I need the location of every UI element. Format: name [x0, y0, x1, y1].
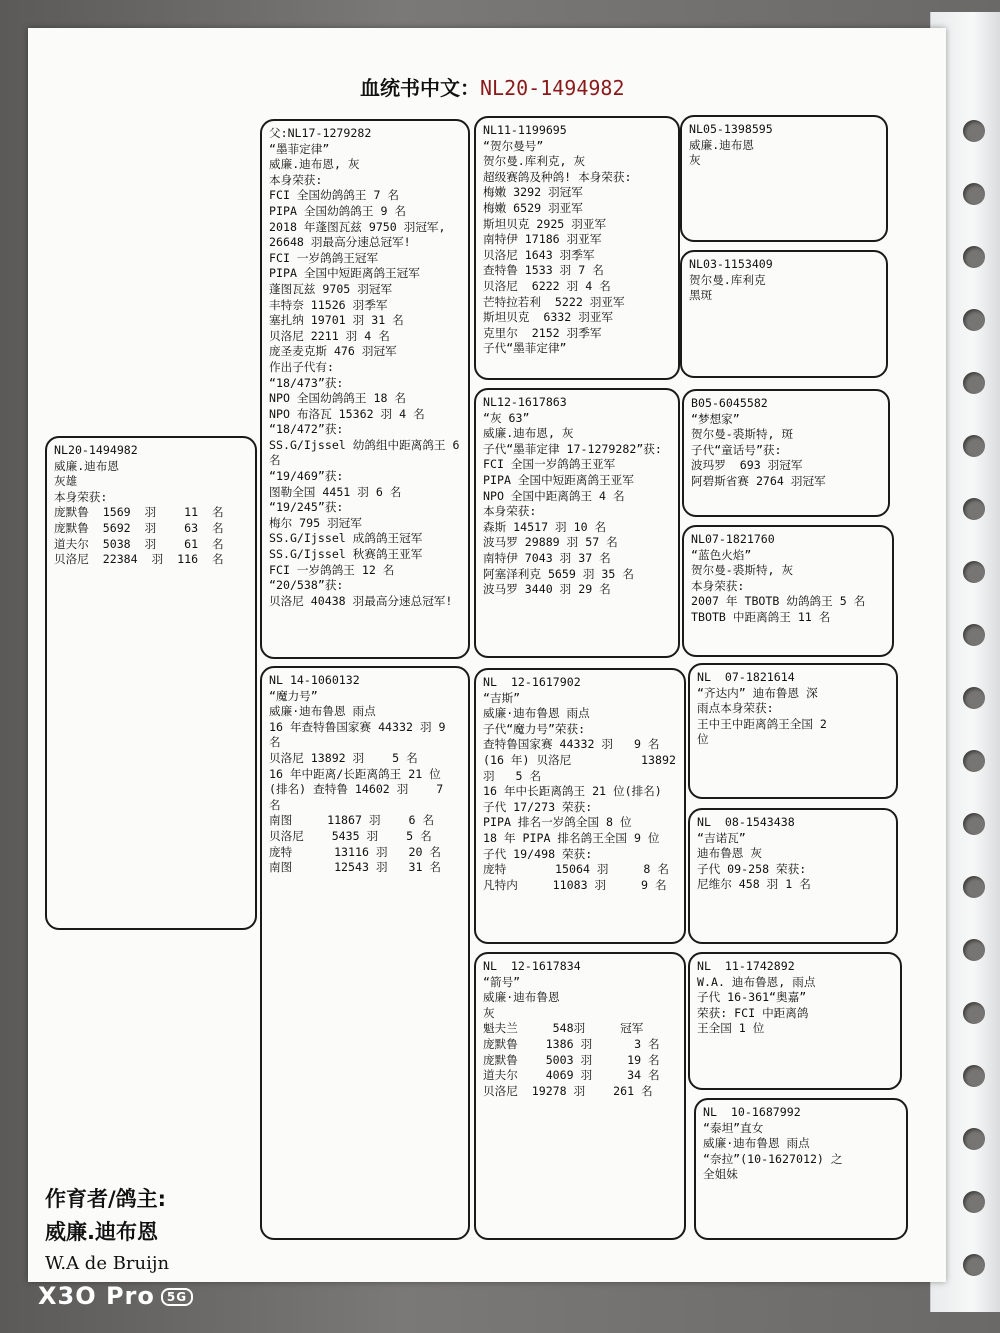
- pedigree-line: 阿塞泽利克 5659 羽 35 名: [483, 566, 634, 581]
- pedigree-line: 图勒全国 4451 羽 6 名: [269, 484, 402, 499]
- pedigree-box-dam-sire-sire: [688, 663, 898, 799]
- pedigree-line: 克里尔 2152 羽季军: [483, 325, 602, 340]
- pedigree-line: NPO 全国幼鸽鸽王 18 名: [269, 391, 406, 406]
- binder-hole: [963, 246, 985, 268]
- binder-hole: [963, 1254, 985, 1276]
- pedigree-line: 森斯 14517 羽 10 名: [483, 519, 607, 534]
- pedigree-line: PIPA 全国中短距离鸽王冠军: [269, 266, 420, 281]
- pedigree-line: 16 年查特鲁国家赛 44332 羽 9: [269, 719, 446, 734]
- pedigree-line: “吉诺瓦”: [697, 830, 746, 845]
- pedigree-line: W.A. 迪布鲁恩, 雨点: [697, 974, 816, 989]
- pedigree-line: 庞圣麦克斯 476 羽冠军: [269, 344, 397, 359]
- pedigree-line: “灰 63”: [483, 410, 530, 425]
- pedigree-line: 黑斑: [689, 288, 713, 303]
- pedigree-line: “18/473”获:: [269, 375, 344, 390]
- binder-hole: [963, 687, 985, 709]
- pedigree-line: 贝洛尼 19278 羽 261 名: [483, 1083, 653, 1098]
- pedigree-line: 查特鲁国家赛 44332 羽 9 名: [483, 737, 660, 752]
- pedigree-line: 丰特奈 11526 羽季军: [269, 297, 388, 312]
- pedigree-line: 18 年 PIPA 排名鸽王全国 9 位: [483, 830, 660, 845]
- pedigree-line: 威廉·迪布鲁恩 雨点: [703, 1136, 810, 1151]
- pedigree-line: PIPA 全国幼鸽鸽王 9 名: [269, 203, 406, 218]
- pedigree-line: 羽 5 名: [483, 768, 542, 783]
- pedigree-line: 威廉.迪布恩: [689, 137, 754, 152]
- pedigree-line: “贺尔曼号”: [483, 138, 544, 153]
- pedigree-line: 贝洛尼 6222 羽 4 名: [483, 278, 611, 293]
- pedigree-box-dam-dam-dam: [694, 1098, 908, 1240]
- pedigree-line: 塞扎纳 19701 羽 31 名: [269, 313, 404, 328]
- pedigree-line: PIPA 全国中短距离鸽王亚军: [483, 472, 634, 487]
- pedigree-line: 威廉·迪布鲁恩 雨点: [483, 706, 590, 721]
- pedigree-line: NL 11-1742892: [697, 959, 795, 973]
- pedigree-line: 梅嫩 3292 羽冠军: [483, 185, 583, 200]
- pedigree-line: 灰雄: [54, 474, 78, 489]
- pedigree-line: 梅尔 795 羽冠军: [269, 515, 362, 530]
- breeder-label: 作育者/鸽主:: [45, 1187, 167, 1211]
- breeder-block: [45, 1183, 169, 1279]
- pedigree-line: 全姐妹: [703, 1167, 738, 1182]
- pedigree-line: 庞特 13116 羽 20 名: [269, 844, 442, 859]
- pedigree-line: 庞默鲁 1569 羽 11 名: [54, 505, 224, 520]
- pedigree-line: “蓝色火焰”: [691, 547, 752, 562]
- pedigree-line: NL 12-1617902: [483, 675, 581, 689]
- pedigree-line: 阿碧斯省赛 2764 羽冠军: [691, 473, 826, 488]
- pedigree-line: 威廉.迪布恩: [54, 458, 119, 473]
- watermark-brand: X3O Pro: [38, 1282, 155, 1310]
- pedigree-line: 威廉.迪布恩, 灰: [269, 157, 360, 172]
- pedigree-line: 贺尔曼-裘斯特, 灰: [691, 563, 794, 578]
- pedigree-line: 贝洛尼 40438 羽最高分速总冠军!: [269, 593, 453, 608]
- pedigree-line: 子代“墨菲定律 17-1279282”获:: [483, 441, 662, 456]
- pedigree-line: 梅嫩 6529 羽亚军: [483, 200, 583, 215]
- pedigree-line: 南特伊 7043 羽 37 名: [483, 550, 611, 565]
- pedigree-line: 南图 12543 羽 31 名: [269, 860, 442, 875]
- pedigree-line: 子代“童话号”获:: [691, 442, 782, 457]
- breeder-name-en: W.A de Bruijn: [45, 1253, 170, 1274]
- pedigree-line: SS.G/Ijssel 秋赛鸽王亚军: [269, 547, 423, 562]
- title-ring-number: NL20-1494982: [480, 76, 625, 100]
- binder-hole: [963, 435, 985, 457]
- pedigree-line: “20/538”获:: [269, 578, 344, 593]
- pedigree-line: 超级赛鸽及种鸽! 本身荣获:: [483, 169, 632, 184]
- pedigree-box-dam-sire: [474, 668, 686, 944]
- pedigree-line: 16 年中距离/长距离鸽王 21 位: [269, 766, 441, 781]
- pedigree-line: 南特伊 17186 羽亚军: [483, 232, 602, 247]
- binder-hole: [963, 498, 985, 520]
- pedigree-line: NL12-1617863: [483, 395, 567, 409]
- pedigree-box-dam-sire-dam: [688, 808, 898, 944]
- pedigree-line: 荣获: FCI 中距离鸽: [697, 1005, 809, 1020]
- pedigree-line: 贺尔曼.库利克, 灰: [483, 154, 586, 169]
- pedigree-line: 波马罗 3440 羽 29 名: [483, 582, 611, 597]
- pedigree-line: 26648 羽最高分速总冠军!: [269, 235, 411, 250]
- binder-hole: [963, 624, 985, 646]
- pedigree-line: 威廉·迪布鲁恩: [483, 990, 560, 1005]
- pedigree-line: “奈拉”(10-1627012) 之: [703, 1151, 843, 1166]
- page-title: [360, 72, 625, 101]
- pedigree-line: FCI 一岁鸽鸽王 12 名: [269, 562, 395, 577]
- pedigree-line: 庞默鲁 1386 羽 3 名: [483, 1036, 660, 1051]
- pedigree-line: 贝洛尼 5435 羽 5 名: [269, 828, 432, 843]
- pedigree-line: FCI 一岁鸽鸽王冠军: [269, 250, 379, 265]
- pedigree-box-sire-sire-sire: [680, 115, 888, 242]
- pedigree-line: NPO 全国中距离鸽王 4 名: [483, 488, 625, 503]
- pedigree-line: “魔力号”: [269, 688, 318, 703]
- pedigree-line: “泰坦”直女: [703, 1120, 764, 1135]
- pedigree-box-dam-dam-sire: [688, 952, 902, 1090]
- pedigree-line: 王中王中距离鸽王全国 2: [697, 716, 827, 731]
- pedigree-line: 南图 11867 羽 6 名: [269, 813, 435, 828]
- binder-hole: [963, 372, 985, 394]
- pedigree-line: 威廉·迪布鲁恩 雨点: [269, 704, 376, 719]
- pedigree-line: 本身荣获:: [54, 489, 108, 504]
- pedigree-line: “墨菲定律”: [269, 141, 330, 156]
- binder-hole: [963, 1191, 985, 1213]
- binder-hole: [963, 939, 985, 961]
- pedigree-line: 子代 19/498 荣获:: [483, 846, 593, 861]
- binder-hole: [963, 183, 985, 205]
- pedigree-line: 本身荣获:: [269, 172, 323, 187]
- pedigree-line: “齐达内” 迪布鲁恩 深: [697, 685, 818, 700]
- pedigree-line: 位: [697, 732, 709, 747]
- binder-hole: [963, 561, 985, 583]
- pedigree-line: SS.G/Ijssel 成鸽鸽王冠军: [269, 531, 423, 546]
- pedigree-line: 子代 17/273 荣获:: [483, 799, 593, 814]
- pedigree-line: NL 08-1543438: [697, 815, 795, 829]
- pedigree-line: 凡特内 11083 羽 9 名: [483, 877, 667, 892]
- pedigree-box-dam-dam: [474, 952, 686, 1240]
- pedigree-line: FCI 全国一岁鸽鸽王亚军: [483, 457, 616, 472]
- pedigree-line: 庞默鲁 5003 羽 19 名: [483, 1052, 660, 1067]
- pedigree-line: 查特鲁 1533 羽 7 名: [483, 263, 604, 278]
- pedigree-line: 2018 年蓬图瓦兹 9750 羽冠军,: [269, 219, 446, 234]
- binder-hole: [963, 750, 985, 772]
- pedigree-line: 道夫尔 5038 羽 61 名: [54, 536, 224, 551]
- pedigree-line: 波马罗 29889 羽 57 名: [483, 535, 618, 550]
- pedigree-line: 子代 09-258 荣获:: [697, 861, 807, 876]
- pedigree-line: 子代“墨菲定律”: [483, 341, 567, 356]
- pedigree-box-subject: [45, 436, 257, 930]
- pedigree-line: “19/469”获:: [269, 469, 344, 484]
- pedigree-line: 魁夫兰 548羽 冠军: [483, 1021, 644, 1036]
- pedigree-line: 道夫尔 4069 羽 34 名: [483, 1068, 660, 1083]
- binder-hole: [963, 1128, 985, 1150]
- pedigree-line: 2007 年 TBOTB 幼鸽鸽王 5 名: [691, 594, 866, 609]
- pedigree-line: 蓬图瓦兹 9705 羽冠军: [269, 281, 393, 296]
- pedigree-line: 名: [269, 453, 281, 468]
- pedigree-line: 庞默鲁 5692 羽 63 名: [54, 520, 224, 535]
- pedigree-line: 王全国 1 位: [697, 1021, 765, 1036]
- pedigree-line: NL03-1153409: [689, 257, 773, 271]
- pedigree-line: 尼维尔 458 羽 1 名: [697, 877, 811, 892]
- breeder-name-cn: 威廉.迪布恩: [45, 1220, 158, 1244]
- pedigree-line: 本身荣获:: [483, 504, 537, 519]
- pedigree-line: 芒特拉若利 5222 羽亚军: [483, 294, 625, 309]
- pedigree-line: “18/472”获:: [269, 422, 344, 437]
- pedigree-line: 威廉.迪布恩, 灰: [483, 426, 574, 441]
- pedigree-line: NL20-1494982: [54, 443, 138, 457]
- pedigree-line: 贝洛尼 2211 羽 4 名: [269, 328, 390, 343]
- pedigree-box-dam: [260, 666, 470, 1240]
- pedigree-line: 雨点本身荣获:: [697, 701, 774, 716]
- pedigree-line: 贝洛尼 13892 羽 5 名: [269, 750, 418, 765]
- pedigree-line: NL11-1199695: [483, 123, 567, 137]
- pedigree-line: B05-6045582: [691, 396, 768, 410]
- pedigree-box-sire-sire: [474, 116, 680, 380]
- camera-watermark: [38, 1282, 193, 1310]
- pedigree-line: “19/245”获:: [269, 500, 344, 515]
- pedigree-line: 贝洛尼 22384 羽 116 名: [54, 552, 224, 567]
- pedigree-line: NPO 布洛瓦 15362 羽 4 名: [269, 406, 425, 421]
- pedigree-line: 子代“魔力号”荣获:: [483, 721, 586, 736]
- pedigree-line: PIPA 排名一岁鸽全国 8 位: [483, 815, 632, 830]
- pedigree-line: SS.G/Ijssel 幼鸽组中距离鸽王 6: [269, 437, 460, 452]
- pedigree-line: NL05-1398595: [689, 122, 773, 136]
- pedigree-line: 波玛罗 693 羽冠军: [691, 458, 803, 473]
- pedigree-box-sire: [260, 119, 470, 659]
- pedigree-line: (16 年) 贝洛尼 13892: [483, 752, 676, 767]
- pedigree-box-sire-sire-dam: [680, 250, 888, 378]
- pedigree-line: 庞特 15064 羽 8 名: [483, 862, 669, 877]
- title-label: 血统书中文：: [360, 76, 480, 100]
- binder-hole: [963, 876, 985, 898]
- watermark-5g-badge: 5G: [161, 1288, 193, 1306]
- binder-hole: [963, 309, 985, 331]
- binder-hole: [963, 1065, 985, 1087]
- pedigree-line: 本身荣获:: [691, 578, 745, 593]
- pedigree-line: NL07-1821760: [691, 532, 775, 546]
- binder-hole: [963, 813, 985, 835]
- pedigree-line: 子代 16-361“奥嘉”: [697, 990, 807, 1005]
- pedigree-line: 16 年中长距离鸽王 21 位(排名): [483, 784, 662, 799]
- pedigree-box-sire-dam-dam: [682, 525, 894, 657]
- pedigree-line: NL 14-1060132: [269, 673, 360, 687]
- pedigree-line: 斯坦贝克 2925 羽亚军: [483, 216, 607, 231]
- pedigree-box-sire-dam: [474, 388, 680, 658]
- pedigree-line: 贺尔曼-裘斯特, 斑: [691, 427, 794, 442]
- pedigree-line: 父:NL17-1279282: [269, 126, 372, 140]
- binder-hole: [963, 120, 985, 142]
- pedigree-line: “梦想家”: [691, 411, 740, 426]
- pedigree-line: NL 10-1687992: [703, 1105, 801, 1119]
- pedigree-line: NL 12-1617834: [483, 959, 581, 973]
- pedigree-line: 贺尔曼.库利克: [689, 272, 766, 287]
- pedigree-line: 贝洛尼 1643 羽季军: [483, 247, 595, 262]
- pedigree-line: “箭号”: [483, 974, 521, 989]
- binder-hole: [963, 1002, 985, 1024]
- pedigree-line: FCI 全国幼鸽鸽王 7 名: [269, 188, 400, 203]
- pedigree-line: 灰: [689, 153, 701, 168]
- pedigree-line: 灰: [483, 1005, 495, 1020]
- pedigree-box-sire-dam-sire: [682, 389, 890, 517]
- pedigree-line: TBOTB 中距离鸽王 11 名: [691, 609, 831, 624]
- pedigree-line: 斯坦贝克 6332 羽亚军: [483, 310, 614, 325]
- pedigree-line: 名: [269, 797, 281, 812]
- pedigree-line: 名: [269, 735, 281, 750]
- pedigree-line: 迪布鲁恩 灰: [697, 846, 762, 861]
- pedigree-line: 作出子代有:: [269, 359, 334, 374]
- pedigree-line: “吉斯”: [483, 690, 521, 705]
- pedigree-line: NL 07-1821614: [697, 670, 795, 684]
- pedigree-line: (排名) 查特鲁 14602 羽 7: [269, 782, 444, 797]
